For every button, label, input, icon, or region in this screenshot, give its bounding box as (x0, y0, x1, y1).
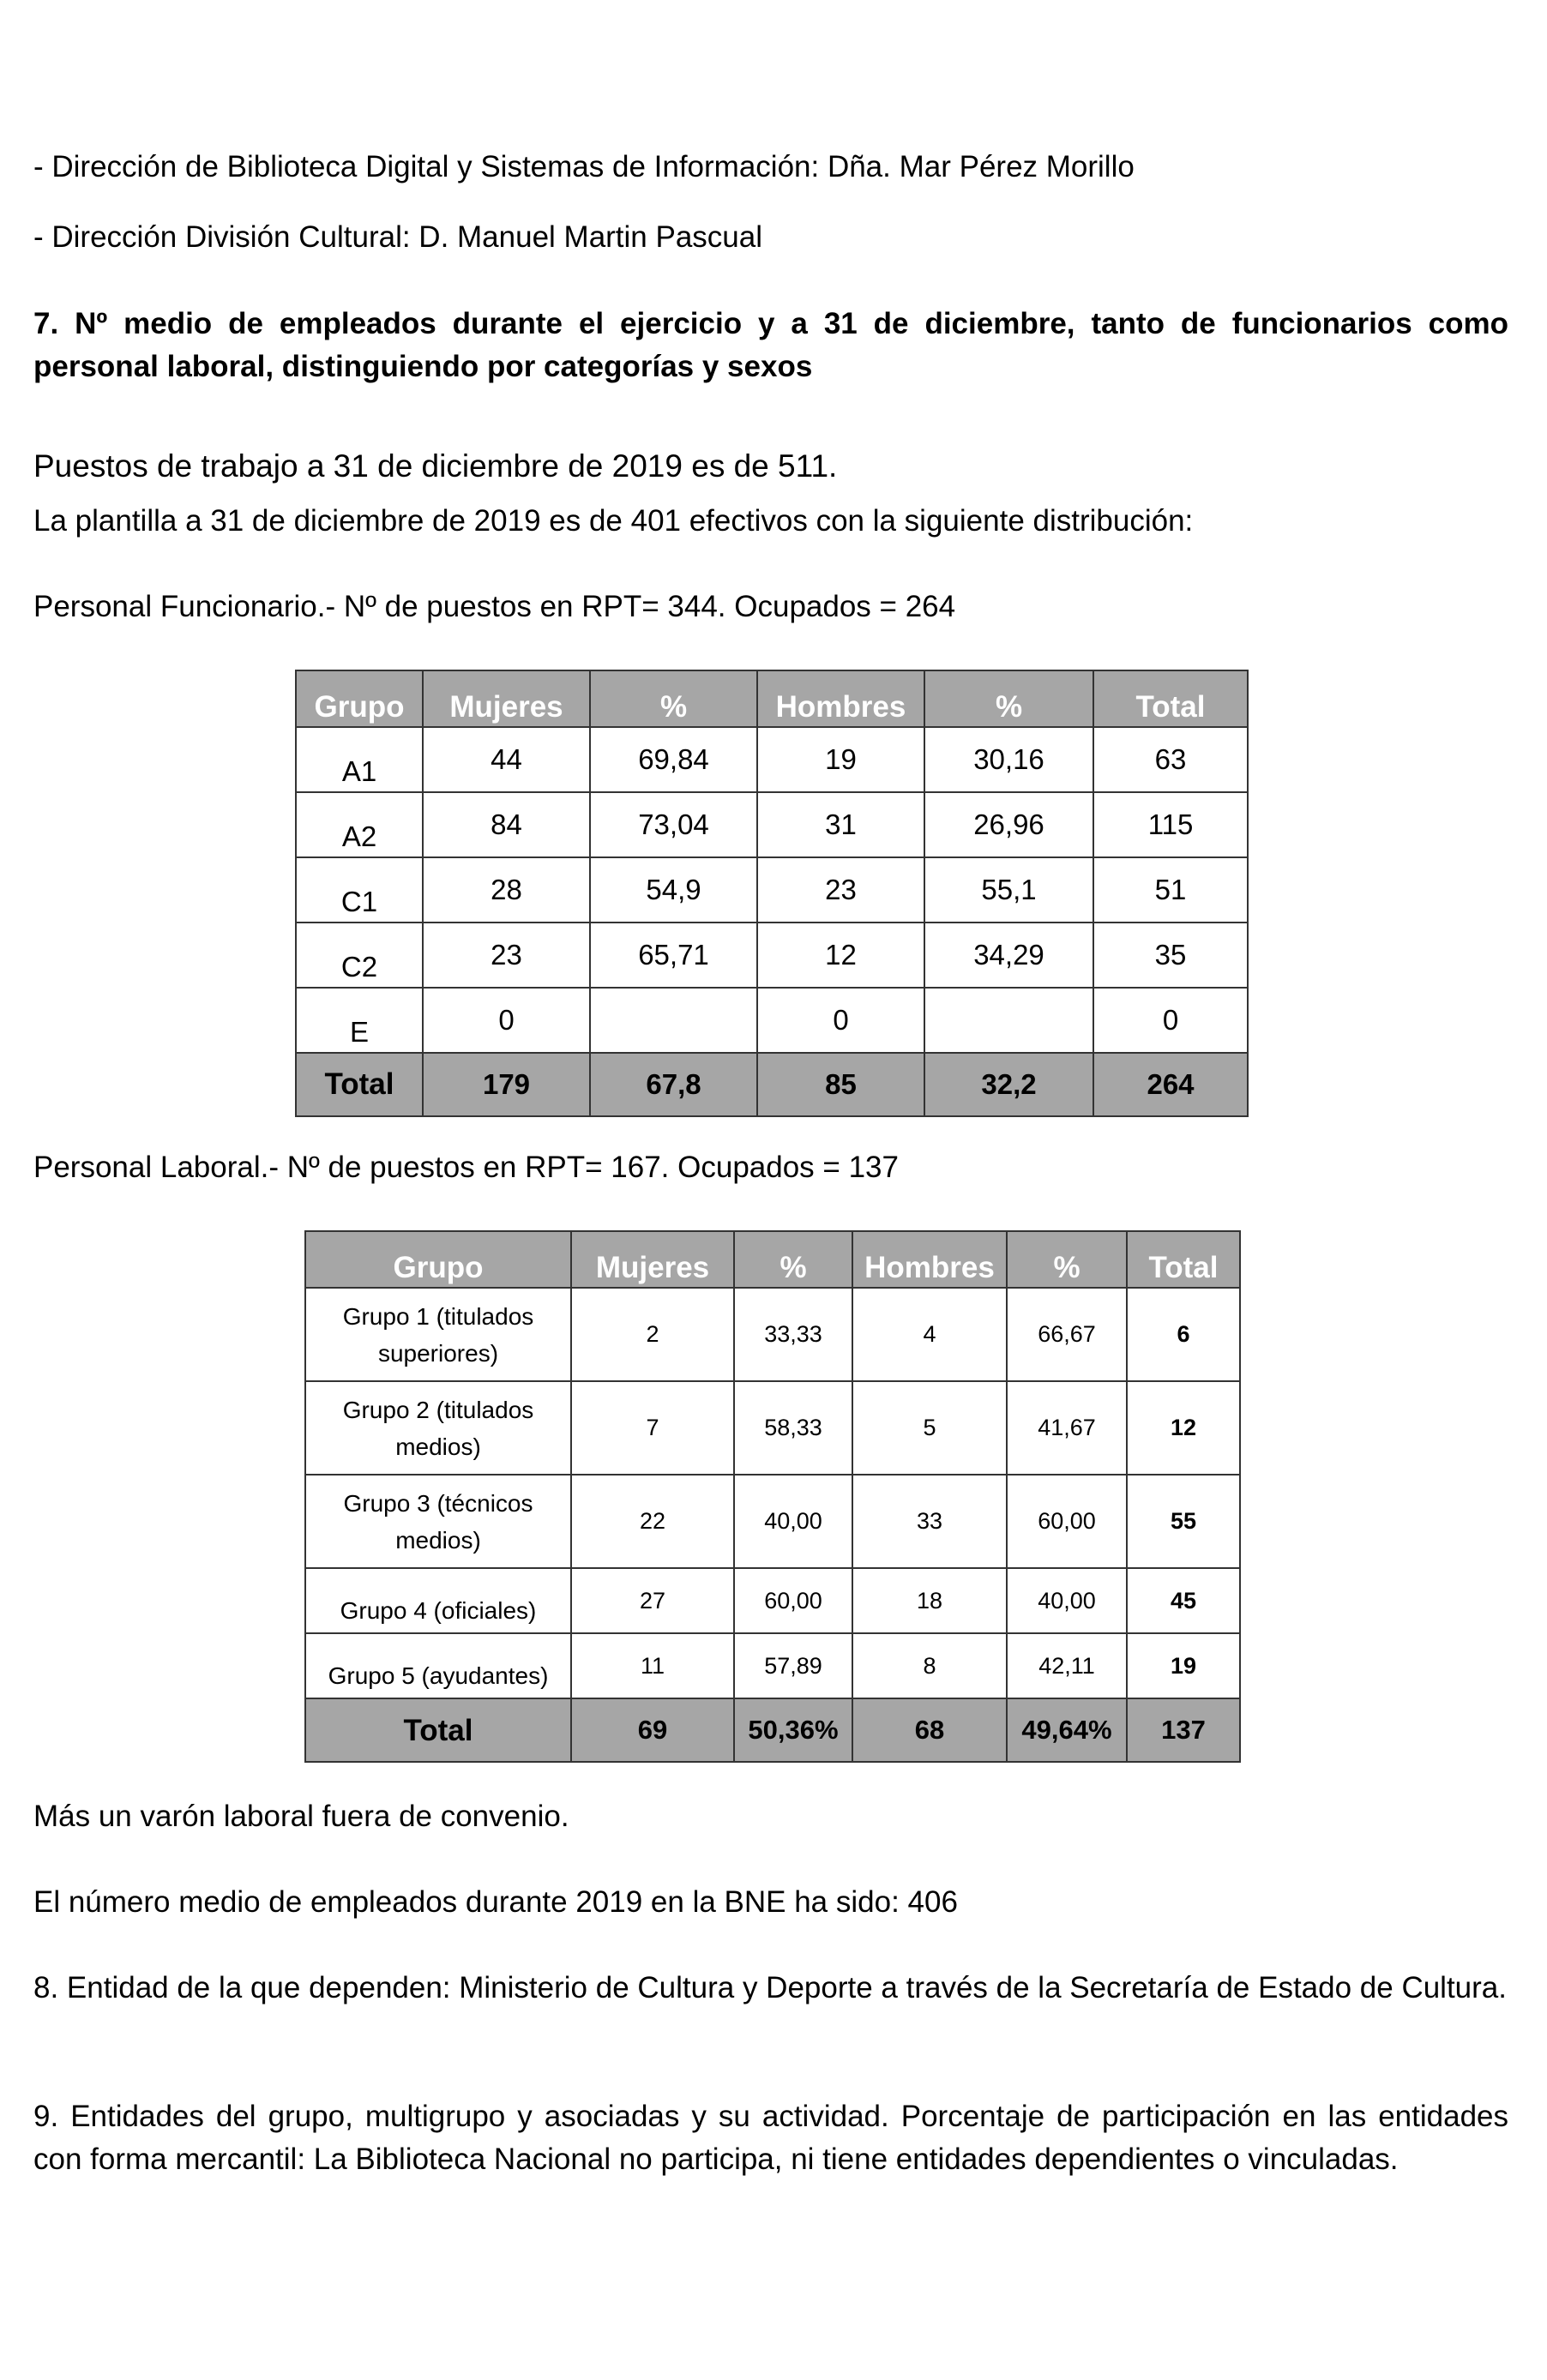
cell-pct-mujeres: 33,33 (734, 1288, 852, 1381)
cell-grupo: Grupo 1 (titulados superiores) (305, 1288, 571, 1381)
total-label: Total (305, 1698, 571, 1762)
header-pct-hombres: % (924, 670, 1093, 727)
cell-pct-hombres: 41,67 (1007, 1381, 1127, 1475)
cell-pct-mujeres: 69,84 (590, 727, 757, 792)
cell-pct-mujeres: 40,00 (734, 1475, 852, 1568)
total-pct-mujeres: 67,8 (590, 1053, 757, 1116)
cell-pct-hombres (924, 988, 1093, 1053)
cell-total: 6 (1127, 1288, 1240, 1381)
cell-grupo: Grupo 5 (ayudantes) (305, 1633, 571, 1698)
cell-grupo: C1 (296, 857, 423, 923)
table-row (296, 727, 1248, 792)
table-row (296, 857, 1248, 923)
header-hombres: Hombres (757, 670, 924, 727)
cell-pct-hombres: 30,16 (924, 727, 1093, 792)
funcionario-table (295, 670, 1249, 1117)
cell-hombres: 0 (757, 988, 924, 1053)
cell-pct-mujeres (590, 988, 757, 1053)
header-hombres: Hombres (852, 1231, 1007, 1288)
total-total: 264 (1093, 1053, 1248, 1116)
total-total: 137 (1127, 1698, 1240, 1762)
total-hombres: 68 (852, 1698, 1007, 1762)
cell-mujeres: 7 (571, 1381, 734, 1475)
cell-total: 63 (1093, 727, 1248, 792)
cell-hombres: 31 (757, 792, 924, 857)
cell-pct-mujeres: 54,9 (590, 857, 757, 923)
cell-mujeres: 23 (423, 923, 590, 988)
section-7-heading: 7. Nº medio de empleados durante el ejercicio y a 31 de diciembre, tanto de funcionarios como personal laboral, distinguiendo por categorías y sexos (33, 307, 1508, 383)
cell-hombres: 23 (757, 857, 924, 923)
cell-mujeres: 11 (571, 1633, 734, 1698)
cell-hombres: 4 (852, 1288, 1007, 1381)
funcionario-intro: Personal Funcionario.- Nº de puestos en RPT= 344. Ocupados = 264 (33, 590, 956, 623)
laboral-intro: Personal Laboral.- Nº de puestos en RPT= 167. Ocupados = 137 (33, 1151, 899, 1184)
numero-medio-line: El número medio de empleados durante 2019 en la BNE ha sido: 406 (33, 1885, 958, 1919)
header-line-biblioteca-digital: - Dirección de Biblioteca Digital y Sistemas de Información: Dña. Mar Pérez Morillo (33, 150, 1135, 183)
table-total-row (296, 1053, 1248, 1116)
cell-hombres: 33 (852, 1475, 1007, 1568)
cell-total: 12 (1127, 1381, 1240, 1475)
total-pct-hombres: 49,64% (1007, 1698, 1127, 1762)
cell-mujeres: 27 (571, 1568, 734, 1633)
header-pct-mujeres: % (734, 1231, 852, 1288)
cell-total: 115 (1093, 792, 1248, 857)
cell-pct-hombres: 66,67 (1007, 1288, 1127, 1381)
cell-mujeres: 84 (423, 792, 590, 857)
cell-pct-hombres: 55,1 (924, 857, 1093, 923)
cell-pct-hombres: 42,11 (1007, 1633, 1127, 1698)
header-pct-hombres: % (1007, 1231, 1127, 1288)
cell-hombres: 5 (852, 1381, 1007, 1475)
cell-total: 35 (1093, 923, 1248, 988)
section-9-text: 9. Entidades del grupo, multigrupo y asociadas y su actividad. Porcentaje de participación en las entidades con forma mercantil: La Biblioteca Nacional no participa, ni tiene entidades dependientes o vinculadas. (33, 2100, 1508, 2176)
header-mujeres: Mujeres (571, 1231, 734, 1288)
cell-grupo: Grupo 4 (oficiales) (305, 1568, 571, 1633)
table-header-row (296, 670, 1248, 727)
total-pct-hombres: 32,2 (924, 1053, 1093, 1116)
cell-mujeres: 28 (423, 857, 590, 923)
cell-total: 0 (1093, 988, 1248, 1053)
cell-pct-mujeres: 60,00 (734, 1568, 852, 1633)
table-row (296, 923, 1248, 988)
cell-grupo: Grupo 2 (titulados medios) (305, 1381, 571, 1475)
cell-hombres: 12 (757, 923, 924, 988)
cell-grupo: A2 (296, 792, 423, 857)
cell-pct-hombres: 34,29 (924, 923, 1093, 988)
varon-note: Más un varón laboral fuera de convenio. (33, 1800, 569, 1833)
cell-pct-mujeres: 57,89 (734, 1633, 852, 1698)
cell-mujeres: 2 (571, 1288, 734, 1381)
cell-total: 45 (1127, 1568, 1240, 1633)
cell-grupo: A1 (296, 727, 423, 792)
total-mujeres: 69 (571, 1698, 734, 1762)
cell-grupo: Grupo 3 (técnicos medios) (305, 1475, 571, 1568)
cell-total: 51 (1093, 857, 1248, 923)
cell-hombres: 8 (852, 1633, 1007, 1698)
header-pct-mujeres: % (590, 670, 757, 727)
header-mujeres: Mujeres (423, 670, 590, 727)
plantilla-line: La plantilla a 31 de diciembre de 2019 es de 401 efectivos con la siguiente distribución: (33, 504, 1194, 538)
cell-hombres: 18 (852, 1568, 1007, 1633)
table-row (305, 1568, 1240, 1633)
table-row (296, 792, 1248, 857)
table-row (296, 988, 1248, 1053)
cell-grupo: C2 (296, 923, 423, 988)
total-label: Total (296, 1053, 423, 1116)
table-row (305, 1633, 1240, 1698)
table-row (305, 1381, 1240, 1475)
table-row (305, 1288, 1240, 1381)
cell-mujeres: 22 (571, 1475, 734, 1568)
header-line-division-cultural: - Dirección División Cultural: D. Manuel Martin Pascual (33, 220, 763, 254)
cell-grupo: E (296, 988, 423, 1053)
cell-pct-hombres: 40,00 (1007, 1568, 1127, 1633)
header-grupo: Grupo (296, 670, 423, 727)
header-total: Total (1093, 670, 1248, 727)
table-header-row (305, 1231, 1240, 1288)
cell-mujeres: 0 (423, 988, 590, 1053)
total-mujeres: 179 (423, 1053, 590, 1116)
total-pct-mujeres: 50,36% (734, 1698, 852, 1762)
cell-hombres: 19 (757, 727, 924, 792)
table-row (305, 1475, 1240, 1568)
puestos-line: Puestos de trabajo a 31 de diciembre de 2019 es de 511. (33, 448, 838, 484)
cell-total: 19 (1127, 1633, 1240, 1698)
cell-pct-hombres: 60,00 (1007, 1475, 1127, 1568)
cell-mujeres: 44 (423, 727, 590, 792)
table-total-row (305, 1698, 1240, 1762)
total-hombres: 85 (757, 1053, 924, 1116)
header-total: Total (1127, 1231, 1240, 1288)
section-8-text: 8. Entidad de la que dependen: Ministerio de Cultura y Deporte a través de la Secretaría de Estado de Cultura. (33, 1971, 1507, 2004)
cell-pct-hombres: 26,96 (924, 792, 1093, 857)
cell-pct-mujeres: 73,04 (590, 792, 757, 857)
cell-total: 55 (1127, 1475, 1240, 1568)
cell-pct-mujeres: 65,71 (590, 923, 757, 988)
header-grupo: Grupo (305, 1231, 571, 1288)
laboral-table (304, 1230, 1241, 1763)
cell-pct-mujeres: 58,33 (734, 1381, 852, 1475)
